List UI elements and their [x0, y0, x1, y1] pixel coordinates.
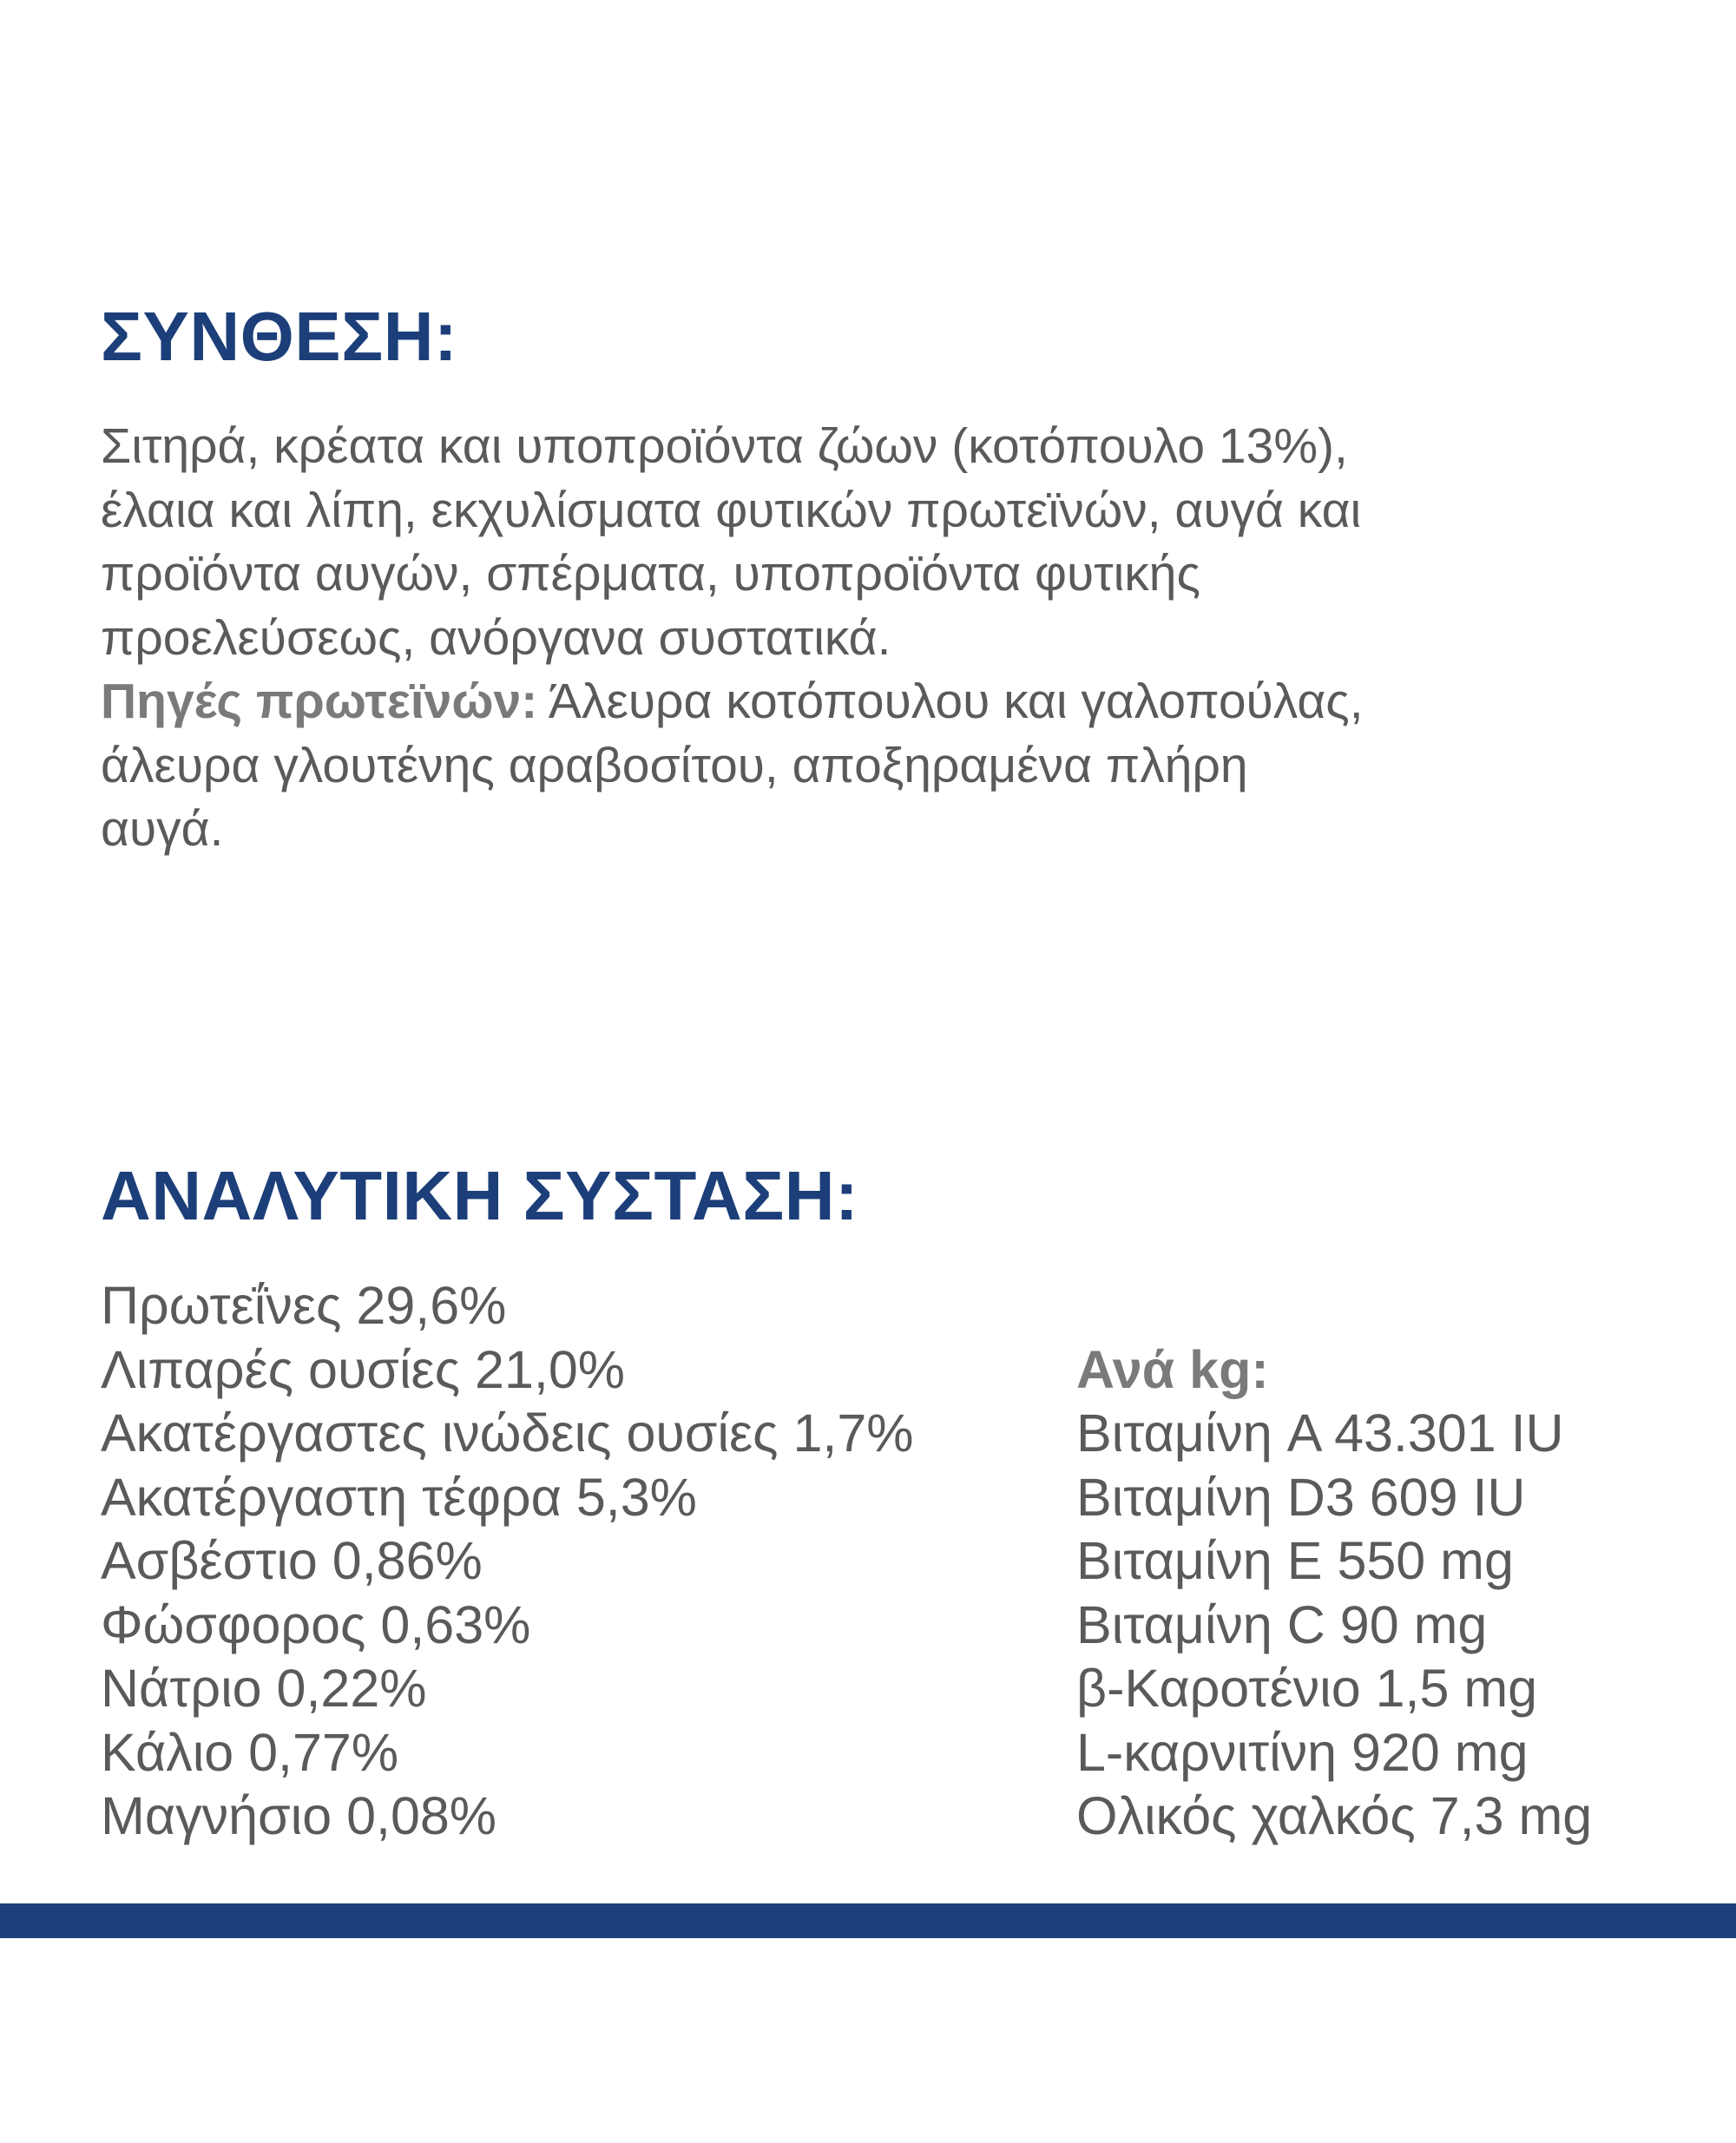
additive-item: Βιταμίνη E 550 mg	[1076, 1531, 1514, 1590]
composition-heading: ΣΥΝΘΕΣΗ:	[101, 298, 458, 375]
protein-sources-text: Άλευρα κοτόπουλου και γαλοπούλας,	[537, 674, 1364, 729]
constituent-item: Μαγνήσιο 0,08%	[101, 1786, 497, 1845]
constituent-item: Πρωτεΐνες 29,6%	[101, 1276, 507, 1335]
composition-text	[101, 415, 1698, 862]
composition-line: Σιτηρά, κρέατα και υποπροϊόντα ζώων (κοτόπουλο 13%),	[101, 418, 1348, 474]
constituent-item: Ασβέστιο 0,86%	[101, 1531, 483, 1590]
composition-line: έλαια και λίπη, εκχυλίσματα φυτικών πρωτεϊνών, αυγά και	[101, 482, 1362, 538]
protein-sources-line: άλευρα γλουτένης αραβοσίτου, αποξηραμένα πλήρη	[101, 737, 1248, 793]
additive-item: Βιταμίνη C 90 mg	[1076, 1594, 1488, 1654]
additive-item: Βιταμίνη A 43.301 IU	[1076, 1403, 1564, 1463]
per-kg-label: Ανά kg:	[1076, 1339, 1269, 1399]
constituent-item: Ακατέργαστες ινώδεις ουσίες 1,7%	[101, 1403, 914, 1463]
additive-item: L-καρνιτίνη 920 mg	[1076, 1722, 1529, 1782]
additive-item: Βιταμίνη D3 609 IU	[1076, 1467, 1526, 1527]
constituent-item: Νάτριο 0,22%	[101, 1659, 427, 1718]
bottom-divider-bar	[0, 1903, 1736, 1938]
additive-item: β-Καροτένιο 1,5 mg	[1076, 1659, 1538, 1718]
analytical-constituents-list	[101, 1274, 914, 1849]
constituent-item: Λιπαρές ουσίες 21,0%	[101, 1339, 626, 1399]
constituent-item: Κάλιο 0,77%	[101, 1722, 399, 1782]
protein-sources-label: Πηγές πρωτεϊνών:	[101, 674, 538, 729]
protein-sources-line	[101, 670, 1698, 734]
analytical-heading: ΑΝΑΛΥΤΙΚΗ ΣΥΣΤΑΣΗ:	[101, 1157, 859, 1234]
protein-sources-line: αυγά.	[101, 801, 224, 857]
constituent-item: Ακατέργαστη τέφρα 5,3%	[101, 1467, 697, 1527]
additive-item: Ολικός χαλκός 7,3 mg	[1076, 1786, 1593, 1845]
composition-line: προϊόντα αυγών, σπέρματα, υποπροϊόντα φυτικής	[101, 546, 1200, 601]
additives-per-kg-list	[1076, 1274, 1592, 1849]
composition-line: προελεύσεως, ανόργανα συστατικά.	[101, 609, 891, 666]
constituent-item: Φώσφορος 0,63%	[101, 1594, 531, 1654]
